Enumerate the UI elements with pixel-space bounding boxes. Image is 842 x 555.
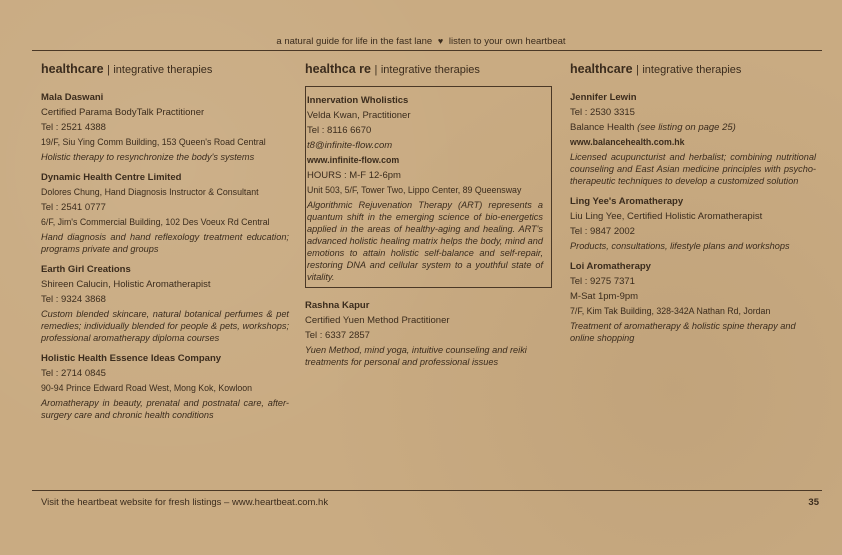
header-tagline (0, 36, 842, 47)
column-1 (41, 62, 289, 428)
balance-health-label: Balance Health (570, 122, 635, 133)
heart-icon: ♥ (437, 36, 444, 46)
listing-description: Hand diagnosis and hand reflexology treatment education; programs private and groups (41, 232, 289, 254)
tagline-left: a natural guide for life in the fast lane (276, 36, 433, 47)
listing-description: Algorithmic Rejuvenation Therapy (ART) represents a quantum shift in the emerging science of bio-energetics applied in the areas of healthy-aging and healing. ART's advanced holistic healing matrix helps the body, mind and emotions to attain holistic self-balance and self-repair, restoring DNA and cellular system to a youthful state of vitality. (307, 200, 543, 282)
listing-mala-daswani (41, 90, 289, 163)
section-subtitle: integrative therapies (642, 64, 742, 76)
listing-description: Yuen Method, mind yoga, intuitive counseling and reiki treatments for personal and professional issues (305, 345, 527, 367)
section-heading (305, 62, 552, 76)
listing-tel: Tel : 2521 4388 (41, 122, 106, 133)
section-separator: | (374, 64, 378, 76)
listing-website[interactable]: www.balancehealth.com.hk (570, 137, 685, 147)
featured-listing-box (305, 86, 552, 288)
section-subtitle: integrative therapies (113, 64, 213, 76)
listing-tel: Tel : 8116 6670 (307, 125, 372, 136)
section-separator: | (107, 64, 110, 76)
listing-tel: Tel : 9847 2002 (570, 226, 635, 237)
listing-hours: HOURS : M-F 12-6pm (307, 170, 401, 181)
footer-website-note: Visit the heartbeat website for fresh listings – www.heartbeat.com.hk (41, 497, 329, 508)
listing-hours: M-Sat 1pm-9pm (570, 291, 639, 302)
listing-description: Products, consultations, lifestyle plans and workshops (570, 241, 790, 251)
section-heading (41, 62, 289, 76)
section-title: healthcare (41, 62, 104, 76)
listing-name: Earth Girl Creations (41, 264, 131, 275)
listing-line: Dolores Chung, Hand Diagnosis Instructor & Consultant (41, 187, 259, 197)
listing-address: 19/F, Siu Ying Comm Building, 153 Queen's Road Central (41, 137, 266, 147)
column-3 (570, 62, 816, 351)
listing-description: Licensed acupuncturist and herbalist; combining nutritional counseling and East Asian medicine principles with psycho-therapeutic techniques to develop a customized solution (570, 152, 816, 186)
listing-description: Treatment of aromatherapy & holistic spine therapy and online shopping (570, 321, 796, 343)
listing-tel: Tel : 2530 3315 (570, 107, 635, 118)
listing-name: Jennifer Lewin (570, 92, 637, 103)
listing-tel: Tel : 2714 0845 (41, 368, 106, 379)
section-separator: | (636, 64, 639, 76)
bottom-divider (32, 490, 822, 491)
listing-line: Certified Parama BodyTalk Practitioner (41, 107, 205, 118)
listing-line: Certified Yuen Method Practitioner (305, 315, 450, 326)
top-divider (32, 50, 822, 51)
listing-earth-girl (41, 262, 289, 344)
tagline-right: listen to your own heartbeat (448, 36, 566, 47)
balance-health-note: (see listing on page 25) (637, 122, 736, 133)
section-heading (570, 62, 816, 76)
listing-dynamic-health (41, 170, 289, 255)
listing-name: Dynamic Health Centre Limited (41, 172, 182, 183)
listing-website[interactable]: www.infinite-flow.com (307, 155, 400, 165)
listing-address: Unit 503, 5/F, Tower Two, Lippo Center, 89 Queensway (307, 185, 522, 195)
listing-description: Custom blended skincare, natural botanical perfumes & pet remedies; individually blended for people & pets, workshops; professional aromatherapy diploma courses (41, 309, 289, 343)
page-number: 35 (808, 497, 819, 508)
listing-line: Shireen Calucin, Holistic Aromatherapist (41, 279, 211, 290)
listing-name: Ling Yee's Aromatherapy (570, 196, 684, 207)
listing-name: Loi Aromatherapy (570, 261, 651, 272)
listing-loi-aromatherapy (570, 259, 816, 344)
listing-tel: Tel : 6337 2857 (305, 330, 370, 341)
listing-address: 90-94 Prince Edward Road West, Mong Kok, Kowloon (41, 383, 253, 393)
section-title: healthca re (305, 62, 372, 76)
listing-rashna-kapur (305, 298, 552, 368)
listing-jennifer-lewin (570, 90, 816, 187)
listing-description: Holistic therapy to resynchronize the body's systems (41, 152, 255, 162)
listing-name: Holistic Health Essence Ideas Company (41, 353, 222, 364)
listing-line: Velda Kwan, Practitioner (307, 110, 411, 121)
listing-line: Liu Ling Yee, Certified Holistic Aromatherapist (570, 211, 763, 222)
listing-tel: Tel : 9275 7371 (570, 276, 635, 287)
section-subtitle: integrative therapies (380, 64, 480, 76)
listing-email[interactable]: t8@infinite-flow.com (307, 140, 393, 151)
listing-name: Rashna Kapur (305, 300, 370, 311)
listing-tel: Tel : 9324 3868 (41, 294, 106, 305)
listing-tel: Tel : 2541 0777 (41, 202, 106, 213)
listing-line (570, 120, 816, 135)
listing-address: 7/F, Kim Tak Building, 328-342A Nathan Rd, Jordan (570, 306, 771, 316)
listing-innervation (306, 93, 543, 283)
listing-description: Aromatherapy in beauty, prenatal and postnatal care, after-surgery care and chronic health conditions (41, 398, 289, 420)
column-2 (305, 62, 552, 375)
listing-name: Mala Daswani (41, 92, 104, 103)
listing-address: 6/F, Jim's Commercial Building, 102 Des Voeux Rd Central (41, 217, 270, 227)
listing-holistic-health (41, 351, 289, 421)
listing-ling-yee (570, 194, 816, 252)
listing-name: Innervation Wholistics (307, 95, 409, 106)
section-title: healthcare (570, 62, 633, 76)
